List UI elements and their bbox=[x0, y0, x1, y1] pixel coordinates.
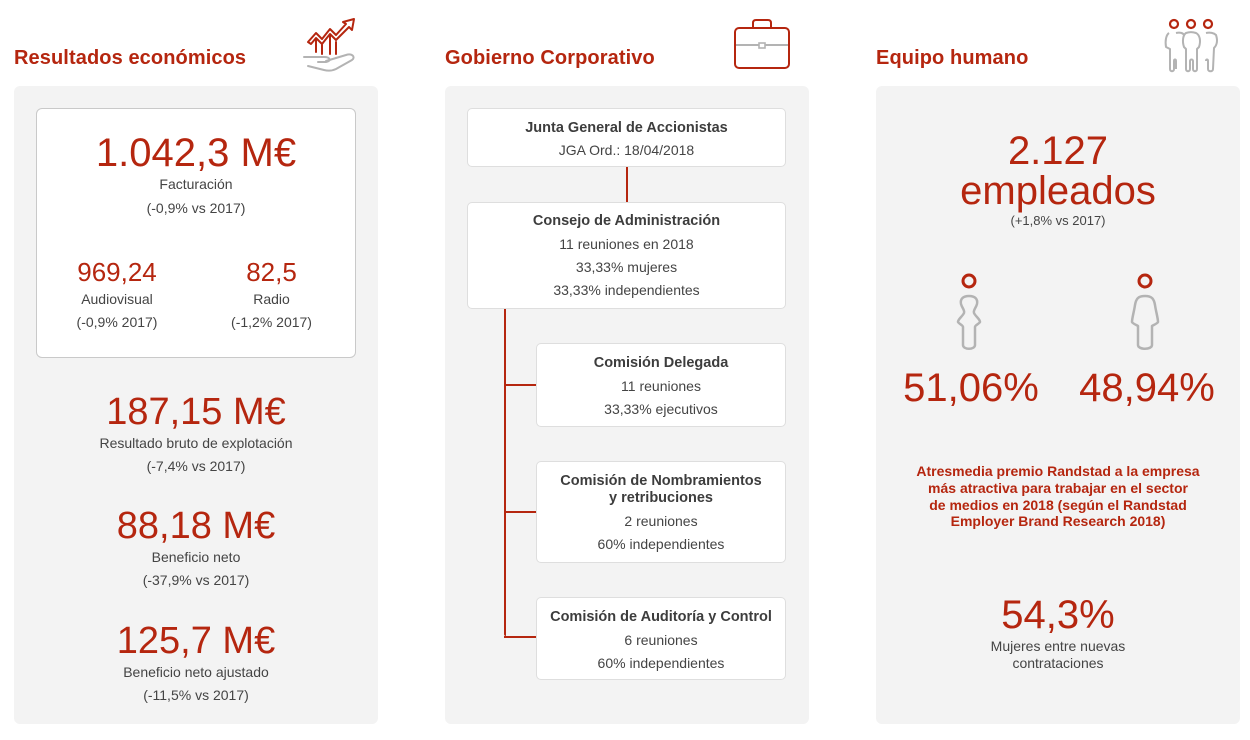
revenue-value: 1.042,3 M€ bbox=[95, 131, 297, 175]
growth-chart-hand-icon bbox=[300, 14, 364, 76]
segment-audiovisual bbox=[37, 259, 197, 331]
connector-line bbox=[504, 511, 538, 513]
committee-delegada-box bbox=[536, 343, 786, 427]
consejo-line: 33,33% independientes bbox=[553, 281, 700, 298]
employees-change: (+1,8% vs 2017) bbox=[1010, 213, 1106, 228]
award-line: de medios en 2018 (según el Randstad bbox=[929, 496, 1187, 513]
team-title: Equipo humano bbox=[876, 47, 1029, 69]
committee-line: 60% independientes bbox=[597, 655, 725, 672]
segment-label: Audiovisual bbox=[81, 291, 153, 307]
metric-label: Resultado bruto de explotación bbox=[99, 435, 293, 451]
segment-value: 82,5 bbox=[246, 257, 297, 287]
employees-block bbox=[876, 131, 1240, 229]
segment-label: Radio bbox=[253, 291, 290, 307]
women-percent: 51,06% bbox=[903, 366, 1039, 410]
consejo-line: 11 reuniones en 2018 bbox=[559, 236, 694, 253]
segment-radio bbox=[189, 259, 354, 331]
revenue-change: (-0,9% vs 2017) bbox=[146, 200, 246, 216]
committee-title-line1: Comisión de Nombramientos bbox=[560, 473, 762, 489]
people-group-icon bbox=[1162, 17, 1222, 75]
economic-title: Resultados económicos bbox=[14, 47, 247, 69]
consejo-title: Consejo de Administración bbox=[532, 213, 721, 229]
metric-ebitda bbox=[14, 393, 378, 475]
metric-label: Beneficio neto bbox=[151, 549, 241, 565]
revenue-label: Facturación bbox=[159, 176, 233, 192]
award-text bbox=[876, 463, 1240, 530]
award-line: más atractiva para trabajar en el sector bbox=[928, 479, 1188, 496]
governance-title: Gobierno Corporativo bbox=[445, 47, 655, 69]
committee-auditoria-box bbox=[536, 597, 786, 680]
committee-line: 6 reuniones bbox=[624, 632, 698, 649]
new-hires-label: contrataciones bbox=[1012, 654, 1104, 671]
connector-line bbox=[626, 167, 628, 203]
segment-value: 969,24 bbox=[77, 257, 157, 287]
metric-change: (-37,9% vs 2017) bbox=[142, 571, 250, 588]
metric-value: 125,7 M€ bbox=[116, 620, 276, 662]
men-percent: 48,94% bbox=[1079, 366, 1215, 410]
employees-number: 2.127 bbox=[1007, 129, 1109, 173]
woman-icon bbox=[950, 270, 990, 354]
connector-line bbox=[504, 636, 538, 638]
award-line: Atresmedia premio Randstad a la empresa bbox=[916, 463, 1200, 479]
metric-value: 187,15 M€ bbox=[106, 391, 286, 433]
committee-line: 11 reuniones bbox=[621, 378, 701, 395]
committee-line: 60% independientes bbox=[597, 535, 725, 552]
connector-line bbox=[504, 309, 506, 636]
award-line: Employer Brand Research 2018) bbox=[950, 513, 1166, 530]
new-hires-label: Mujeres entre nuevas bbox=[990, 638, 1126, 654]
employees-unit: empleados bbox=[960, 169, 1156, 213]
junta-box bbox=[467, 108, 786, 167]
metric-change: (-11,5% vs 2017) bbox=[143, 686, 249, 703]
segment-change: (-1,2% 2017) bbox=[231, 313, 312, 330]
committee-title: Comisión Delegada bbox=[593, 355, 729, 371]
consejo-line: 33,33% mujeres bbox=[575, 259, 678, 276]
metric-adjusted-net-profit bbox=[14, 622, 378, 704]
connector-line bbox=[504, 384, 538, 386]
segment-change: (-0,9% 2017) bbox=[76, 313, 158, 330]
junta-title: Junta General de Accionistas bbox=[525, 120, 728, 136]
new-hires-block bbox=[876, 595, 1240, 672]
new-hires-value: 54,3% bbox=[1001, 593, 1115, 637]
committee-line: 33,33% ejecutivos bbox=[604, 401, 718, 418]
metric-label: Beneficio neto ajustado bbox=[123, 664, 269, 680]
metric-change: (-7,4% vs 2017) bbox=[146, 457, 246, 474]
man-icon bbox=[1126, 270, 1166, 354]
committee-title: Comisión de Auditoría y Control bbox=[550, 609, 772, 625]
briefcase-icon bbox=[733, 18, 793, 70]
metric-value: 88,18 M€ bbox=[116, 505, 276, 547]
consejo-box bbox=[467, 202, 786, 309]
committee-title-line2: y retribuciones bbox=[609, 490, 713, 507]
committee-line: 2 reuniones bbox=[624, 512, 698, 529]
metric-net-profit bbox=[14, 507, 378, 589]
committee-nombramientos-box bbox=[536, 461, 786, 563]
revenue-card bbox=[36, 108, 356, 358]
junta-line: JGA Ord.: 18/04/2018 bbox=[558, 142, 695, 159]
